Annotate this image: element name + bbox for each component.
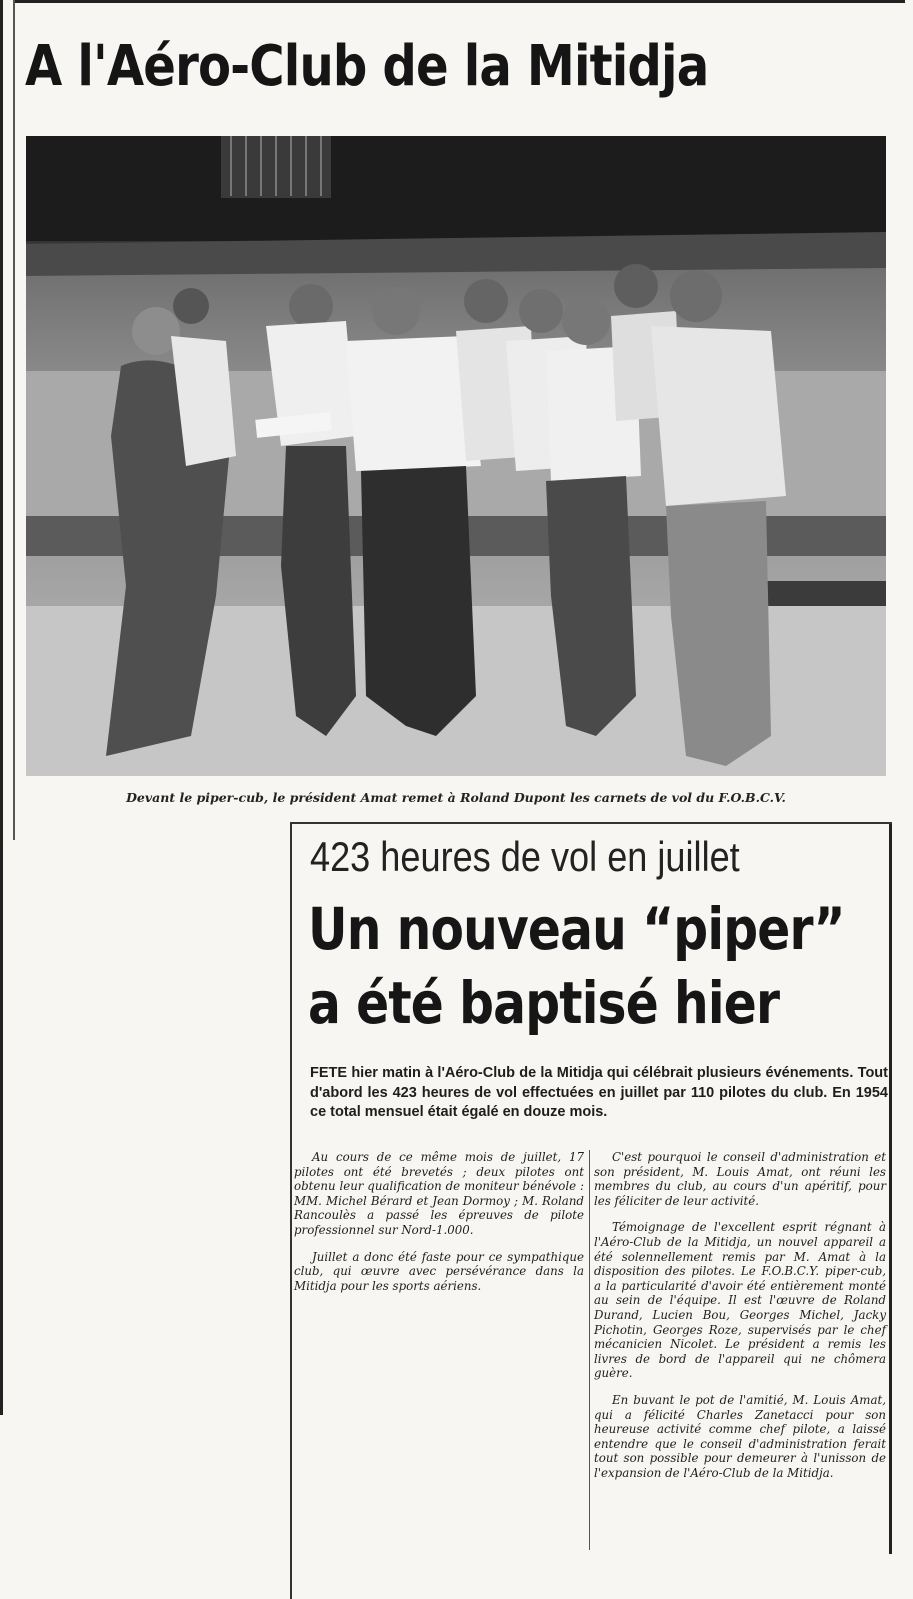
left-inner-rule [13,0,15,840]
article-kicker: 423 heures de vol en juillet [310,833,740,880]
news-photo [26,136,886,776]
article-title-line-1: Un nouveau “piper” [308,895,845,963]
page-headline: A l'Aéro-Club de la Mitidja [25,34,709,99]
paragraph: En buvant le pot de l'amitié, M. Louis Amat, qui a félicité Charles Zanetacci pour son heureuse activité comme chef pilote, a laissé entendre que le conseil d'administration ferait tout son possible pour demeurer à l'unisson de l'expansion de l'Aéro-Club de la Mitidja. [594,1392,886,1480]
article-title [308,892,845,1040]
article-column-left [294,1150,584,1305]
paragraph: C'est pourquoi le conseil d'administration et son président, M. Louis Amat, ont réuni les membres du club, au cours d'un apéritif, pour les féliciter de leur activité. [594,1150,886,1208]
article-lead: FETE hier matin à l'Aéro-Club de la Mitidja qui célébrait plusieurs événements. Tout d'abord les 423 heures de vol effectuées en juillet par 110 pilotes du club. En 1954 ce total mensuel était égalé en douze mois. [310,1065,888,1120]
article-column-right [594,1150,886,1492]
paragraph: Juillet a donc été faste pour ce sympathique club, qui œuvre avec persévérance dans la Mitidja pour les sports aériens. [294,1249,584,1293]
paragraph: Au cours de ce même mois de juillet, 17 pilotes ont été brevetés ; deux pilotes ont obtenu leur qualification de moniteur bénévole : MM. Michel Bérard et Jean Dormoy ; M. Roland Rancoulès a passé les épreuves de pilote professionnel sur Nord-1.000. [294,1150,584,1237]
column-divider [589,1150,590,1550]
article-title-line-2: a été baptisé hier [308,969,780,1037]
paragraph: Témoignage de l'excellent esprit régnant à l'Aéro-Club de la Mitidja, un nouvel appareil a été solennellement remis par M. Amat à la disposition des pilotes. Le F.O.B.C.Y. piper-cub, a la particularité d'avoir été entièrement monté au sein de l'équipe. Il est l'œuvre de Roland Durand, Lucien Bou, Georges Michel, Jacky Pichotin, Georges Roze, supervisés par le chef mécanicien Nicolet. Le président a remis les livres de bord de l'appareil qui ne chômera guère. [594,1220,886,1381]
photo-caption: Devant le piper-cub, le président Amat remet à Roland Dupont les carnets de vol du F.O.B.C.V. [126,790,786,805]
article-right-rule [889,824,892,1554]
left-margin-rule [0,0,3,1415]
photo-illustration [26,136,886,776]
top-rule [14,0,905,3]
